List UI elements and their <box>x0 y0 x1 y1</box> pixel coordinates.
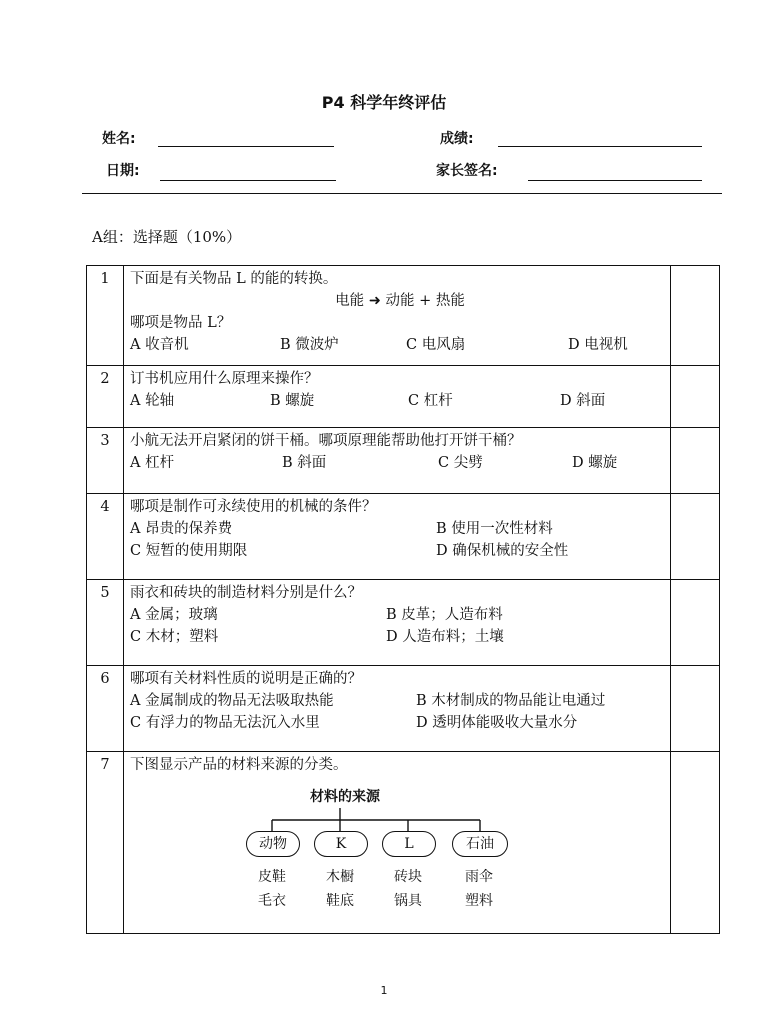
question-stem: 雨衣和砖块的制造材料分别是什么？ <box>130 585 362 601</box>
page-number: 1 <box>380 984 388 997</box>
question-number: 2 <box>87 366 124 428</box>
option-a[interactable]: A 昂贵的保养费 <box>130 521 233 537</box>
section-label: A组：选择题（10%） <box>92 228 242 246</box>
option-d[interactable]: D 螺旋 <box>572 455 618 471</box>
option-d[interactable]: D 人造布料；土壤 <box>386 629 504 645</box>
score-label: 成绩: <box>440 131 474 147</box>
option-b[interactable]: B 木材制成的物品能让电通过 <box>416 693 606 709</box>
question-row <box>87 266 720 366</box>
question-number: 3 <box>87 428 124 494</box>
diagram-item: 毛衣 <box>258 893 286 909</box>
option-c[interactable]: C 电风扇 <box>406 337 466 353</box>
date-label: 日期: <box>106 163 140 179</box>
answer-box[interactable] <box>671 666 720 752</box>
option-a[interactable]: A 金属制成的物品无法吸取热能 <box>130 693 334 709</box>
question-row <box>87 666 720 752</box>
diagram-item: 雨伞 <box>465 869 493 885</box>
option-c[interactable]: C 杠杆 <box>408 393 453 409</box>
material-source-diagram <box>250 786 515 921</box>
question-row <box>87 494 720 580</box>
diagram-item: 砖块 <box>394 869 422 885</box>
category-l: L <box>382 831 436 857</box>
parent-signature-label: 家长签名: <box>436 163 498 179</box>
question-stem: 订书机应用什么原理来操作？ <box>130 371 319 387</box>
answer-box[interactable] <box>671 580 720 666</box>
diagram-title: 材料的来源 <box>310 789 380 805</box>
header-divider <box>82 193 722 194</box>
question-number: 5 <box>87 580 124 666</box>
option-d[interactable]: D 确保机械的安全性 <box>436 543 569 559</box>
question-stem: 哪项有关材料性质的说明是正确的？ <box>130 671 362 687</box>
option-c[interactable]: C 木材；塑料 <box>130 629 219 645</box>
question-stem: 下图显示产品的材料来源的分类。 <box>130 757 348 773</box>
parent-signature-field[interactable] <box>528 180 702 181</box>
question-stem: 哪项是制作可永续使用的机械的条件？ <box>130 499 377 515</box>
name-field[interactable] <box>158 146 334 147</box>
answer-box[interactable] <box>671 428 720 494</box>
diagram-item: 皮鞋 <box>258 869 286 885</box>
score-field[interactable] <box>498 146 702 147</box>
answer-box[interactable] <box>671 752 720 934</box>
date-field[interactable] <box>160 180 336 181</box>
option-d[interactable]: D 透明体能吸收大量水分 <box>416 715 578 731</box>
option-d[interactable]: D 电视机 <box>568 337 628 353</box>
answer-box[interactable] <box>671 494 720 580</box>
question-row <box>87 752 720 934</box>
diagram-item: 锅具 <box>394 893 422 909</box>
diagram-item: 木橱 <box>326 869 354 885</box>
energy-formula: 电能 ➜ 动能 + 热能 <box>335 293 465 309</box>
question-number: 1 <box>87 266 124 366</box>
option-a[interactable]: A 杠杆 <box>130 455 175 471</box>
question-number: 7 <box>87 752 124 934</box>
diagram-item: 塑料 <box>465 893 493 909</box>
question-row <box>87 580 720 666</box>
answer-box[interactable] <box>671 266 720 366</box>
option-b[interactable]: B 微波炉 <box>280 337 339 353</box>
option-b[interactable]: B 螺旋 <box>270 393 315 409</box>
question-table <box>86 265 720 934</box>
answer-box[interactable] <box>671 366 720 428</box>
option-a[interactable]: A 金属；玻璃 <box>130 607 218 623</box>
option-a[interactable]: A 收音机 <box>130 337 189 353</box>
option-b[interactable]: B 使用一次性材料 <box>436 521 553 537</box>
option-c[interactable]: C 短暂的使用期限 <box>130 543 248 559</box>
name-label: 姓名: <box>102 131 136 147</box>
category-k: K <box>314 831 368 857</box>
question-row <box>87 428 720 494</box>
category-petroleum: 石油 <box>452 831 508 857</box>
question-substem: 哪项是物品 L？ <box>130 315 232 331</box>
option-c[interactable]: C 尖劈 <box>438 455 483 471</box>
option-a[interactable]: A 轮轴 <box>130 393 175 409</box>
question-row <box>87 366 720 428</box>
category-animal: 动物 <box>246 831 300 857</box>
question-number: 6 <box>87 666 124 752</box>
option-b[interactable]: B 斜面 <box>282 455 327 471</box>
option-c[interactable]: C 有浮力的物品无法沉入水里 <box>130 715 320 731</box>
question-stem: 小航无法开启紧闭的饼干桶。哪项原理能帮助他打开饼干桶？ <box>130 433 522 449</box>
option-d[interactable]: D 斜面 <box>560 393 606 409</box>
page-title: P4 科学年终评估 <box>321 93 447 112</box>
question-number: 4 <box>87 494 124 580</box>
option-b[interactable]: B 皮革；人造布料 <box>386 607 503 623</box>
diagram-item: 鞋底 <box>326 893 354 909</box>
question-stem: 下面是有关物品 L 的能的转换。 <box>130 271 338 287</box>
